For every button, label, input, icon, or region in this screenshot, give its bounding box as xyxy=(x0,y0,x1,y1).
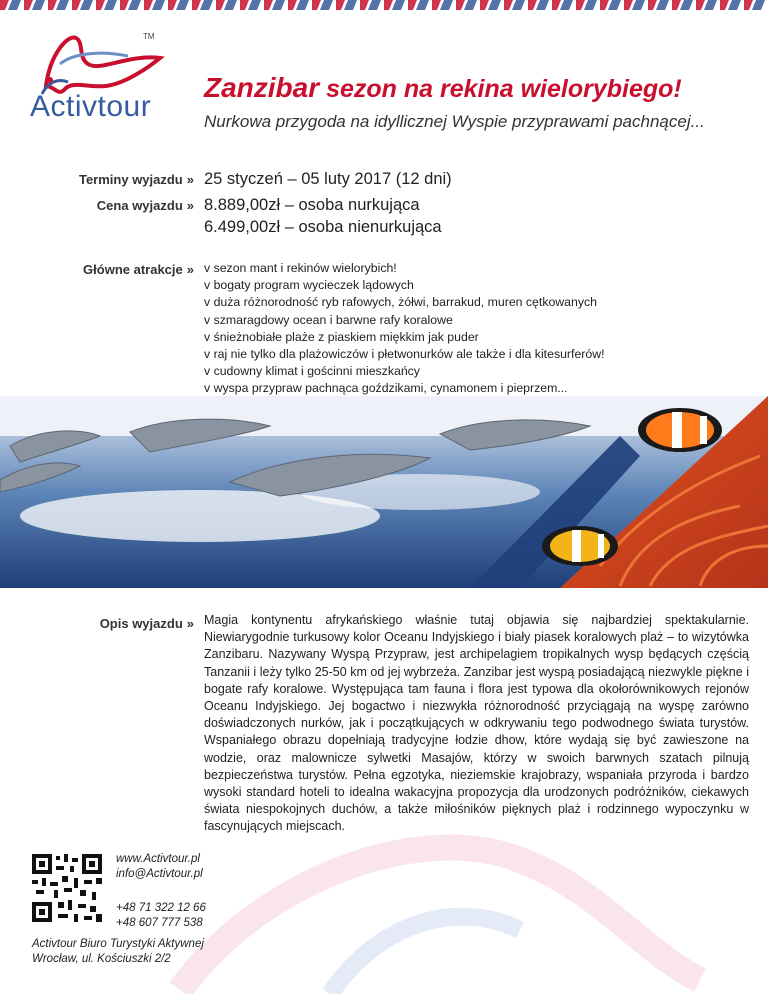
contact-block xyxy=(116,852,206,930)
email-link[interactable]: info@Activtour.pl xyxy=(116,867,203,880)
price-value xyxy=(204,194,442,238)
price-line-diver: 8.889,00zł – osoba nurkująca xyxy=(204,196,420,214)
terms-label: Terminy wyjazdu » xyxy=(78,172,194,187)
terms-value: 25 styczeń – 05 luty 2017 (12 dni) xyxy=(204,170,452,188)
page-subtitle: Nurkowa przygoda na idyllicznej Wyspie przyprawami pachnącej... xyxy=(204,112,705,131)
list-item: v sezon mant i rekinów wielorybich! xyxy=(204,261,397,275)
photo-banner xyxy=(0,396,768,588)
brand-name: Activtour xyxy=(30,90,152,123)
page-title xyxy=(204,72,764,104)
list-item: v cudowny klimat i gościnni mieszkańcy xyxy=(204,364,420,379)
top-decorative-stripe xyxy=(0,0,768,10)
list-item: v duża różnorodność ryb rafowych, żółwi, barrakud, muren cętkowanych xyxy=(204,295,597,310)
price-line-nondiver: 6.499,00zł – osoba nienurkująca xyxy=(204,218,442,236)
title-rest: sezon na rekina wielorybiego! xyxy=(319,75,682,103)
list-item: v wyspa przypraw pachnąca goździkami, cynamonem i pieprzem... xyxy=(204,381,568,396)
phone-2[interactable]: +48 607 777 538 xyxy=(116,916,203,929)
description-text: Magia kontynentu afrykańskiego właśnie tutaj objawia się najbardziej spektakularnie. Niewiarygodnie turkusowy kolor Oceanu Indyjskiego i biały piasek koralowych plaż – to wizytówka Zanzibaru. Nazywany Wyspą Przypraw, jest archipelagiem tropikalnych wysp będących częścią Tanzanii i leży tylko 25-50 km od jej wybrzeża. Zanzibar jest wyspą posiadającą niezwykle piękne i bogate rafy koralowe. Występująca tam fauna i flora jest typowa dla okołorównikowych rejonów Oceanu Indyjskiego. Jej bogactwo i niezwykła różnorodność przyciągają na wyspę zarówno doświadczonych nurków, jak i początkujących w odkrywaniu tego podwodnego świata turystów. Wspaniałego obrazu dopełniają tradycyjne łodzie dhow, które wydają się być zawieszone na wodzie, oraz malownicze sylwetki Masajów, którzy w swoich barwnych szatach pilnują bezpieczeństwa turystów. Pełna egzotyka, nieziemskie krajobrazy, wspaniała przyroda i bardzo wysoki standard hoteli to idealna wakacyjna propozycja dla urodzonych podróżników, ciekawych świata niespokojnych duchów, a także miłośników pięknych plaż i rodzinnego wypoczynku w fascynujących miejscach. xyxy=(204,613,749,834)
agency-street: Wrocław, ul. Kościuszki 2/2 xyxy=(32,953,171,965)
price-label: Cena wyjazdu » xyxy=(96,198,194,213)
list-item: v raj nie tylko dla plażowiczów i płetwonurków ale także i dla kitesurferów! xyxy=(204,347,605,362)
list-item: v śnieżnobiałe plaże z piaskiem miękkim jak puder xyxy=(204,329,479,344)
headline xyxy=(204,72,764,132)
trademark-mark: TM xyxy=(143,32,155,41)
qr-code-icon[interactable] xyxy=(32,854,102,922)
list-item: v szmaragdowy ocean i barwne rafy koralowe xyxy=(204,312,453,327)
list-item: v bogaty program wycieczek lądowych xyxy=(204,278,414,293)
agency-address xyxy=(32,937,204,967)
title-destination: Zanzibar xyxy=(204,72,320,103)
website-link[interactable]: www.Activtour.pl xyxy=(116,853,200,865)
attractions-label: Główne atrakcje » xyxy=(83,262,194,277)
attractions-list xyxy=(204,260,605,398)
phone-1[interactable]: +48 71 322 12 66 xyxy=(116,902,206,914)
description-label: Opis wyjazdu » xyxy=(99,616,194,631)
agency-name: Activtour Biuro Turystyki Aktywnej xyxy=(32,938,204,950)
